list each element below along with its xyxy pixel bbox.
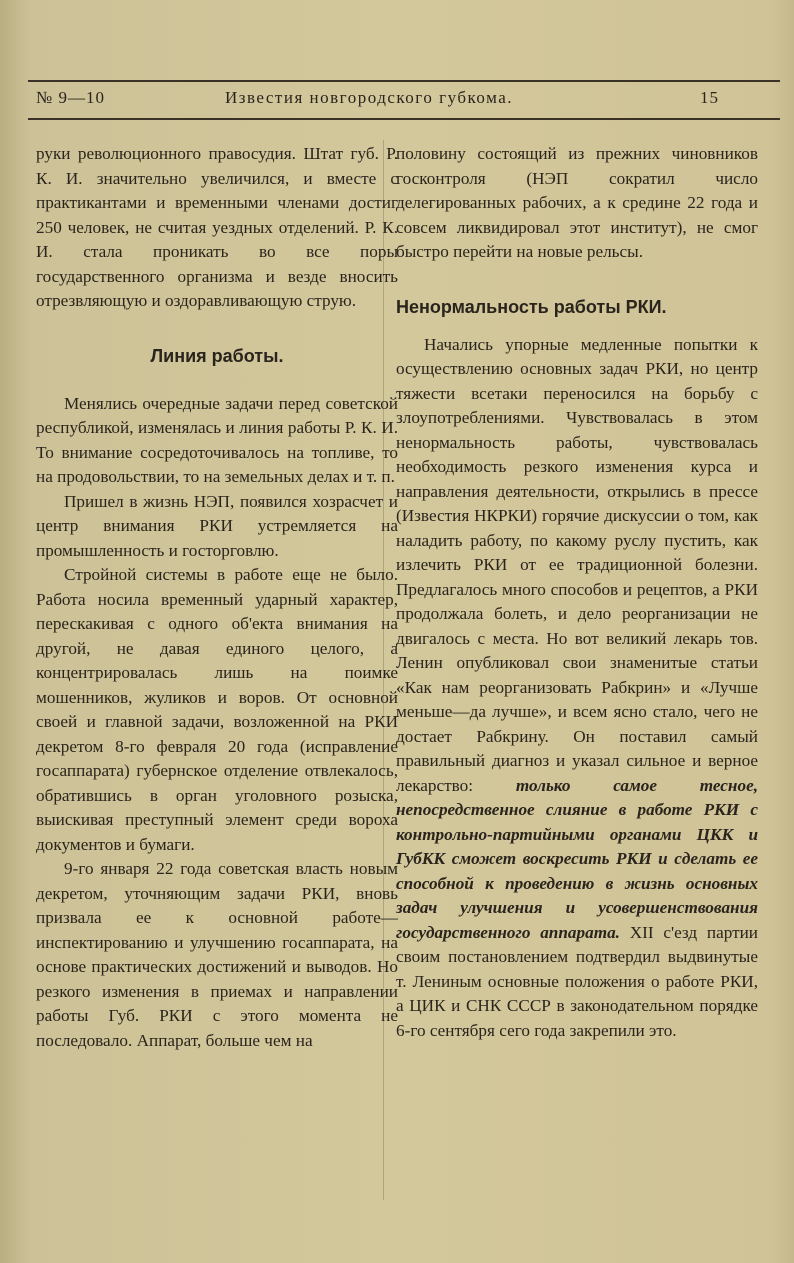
paragraph: руки революционного правосудия. Штат губ. Р. К. И. значительно увеличился, и вместе с практикантами и временными членами достиг 250 человек, не считая уездных отделений. Р. К. И. стала проникать во все поры государственного организма и везде вносить отрезвляющую и оздоравливающую струю.	[36, 144, 398, 310]
paragraph: 9-го января 22 года советская власть новым декретом, уточняющим задачи РКИ, вновь призвала ее к основной работе—инспектированию и улучшению госаппарата, на основе практических достижений и выводов. Но резкого изменения в приемах и направлении работы Губ. РКИ с этого момента не последовало. Аппарат, больше чем на	[36, 859, 398, 1050]
paragraph: половину состоящий из прежних чиновников госконтроля (НЭП сократил число делегированных рабочих, а к средине 22 года и совсем ликвидировал этот институт), не смог быстро перейти на новые рельсы.	[396, 144, 758, 261]
left-column	[36, 142, 398, 1053]
emphasized-text: только самое тесное, непосредственное слияние в работе РКИ с контрольно-партийными органами ЦКК и ГубКК сможет воскресить РКИ и сделать ее способной к проведению в жизнь основных задач улучшения и усовершенствования государственного аппарата.	[396, 775, 758, 942]
issue-number: № 9—10	[36, 88, 105, 107]
paragraph-text: XII с'езд партии своим постановлением подтвердил выдвинутые т. Лениным основные положения о работе РКИ, а ЦИК и СНК СССР в законодательном порядке 6-го сентября сего года закрепили это.	[396, 922, 758, 1040]
journal-title: Известия новгородского губкома.	[225, 88, 514, 107]
section-heading: Линия работы.	[150, 345, 284, 366]
right-column	[396, 142, 758, 1043]
paragraph: Пришел в жизнь НЭП, появился хозрасчет и центр внимания РКИ устремляется на промышленность и госторговлю.	[36, 491, 398, 560]
paragraph	[396, 333, 758, 1044]
paragraph: Менялись очередные задачи перед советской республикой, изменялась и линия работы Р. К. И. То внимание сосредоточивалось на топливе, то на продовольствии, то на земельных делах и т. п.	[36, 393, 398, 486]
header-rule-bottom	[28, 118, 780, 120]
page-number: 15	[700, 88, 719, 107]
paragraph: Стройной системы в работе еще не было. Работа носила временный ударный характер, перескакивая с одного об'екта внимания на другой, не давая единого целого, а концентрировалась лишь на поимке мошенников, жуликов и воров. От основной своей и главной задачи, возложенной на РКИ декретом 8-го февраля 20 года (исправление госаппарата) губернское отделение отвлекалось, обратившись в орган уголовного розыска, выискивая преступный элемент среди вороха документов и бумаги.	[36, 565, 398, 854]
section-heading: Ненормальность работы РКИ.	[396, 296, 667, 317]
header-rule-top	[28, 80, 780, 82]
paragraph-text: Начались упорные медленные попытки к осуществлению основных задач РКИ, но центр тяжести всетаки переносился на борьбу с злоупотреблениями. Чувствовалась в этом ненормальность работы, чувствовалась необходимость резкого изменения курса и направления деятельности, открылись в прессе (Известия НКРКИ) горячие дискуссии о том, как наладить работу, по какому руслу пустить, как излечить РКИ от ее традиционной болезни. Предлагалось много способов и рецептов, а РКИ продолжала болеть, и дело реорганизации не двигалось с места. Но вот великий лекарь тов. Ленин опубликовал свои знаменитые статьи «Как нам реорганизовать Рабкрин» и «Лучше меньше—да лучше», и всем ясно стало, чего не достает Рабкрину. Он поставил самый правильный диагноз и указал сильное и верное лекарство:	[396, 334, 758, 795]
